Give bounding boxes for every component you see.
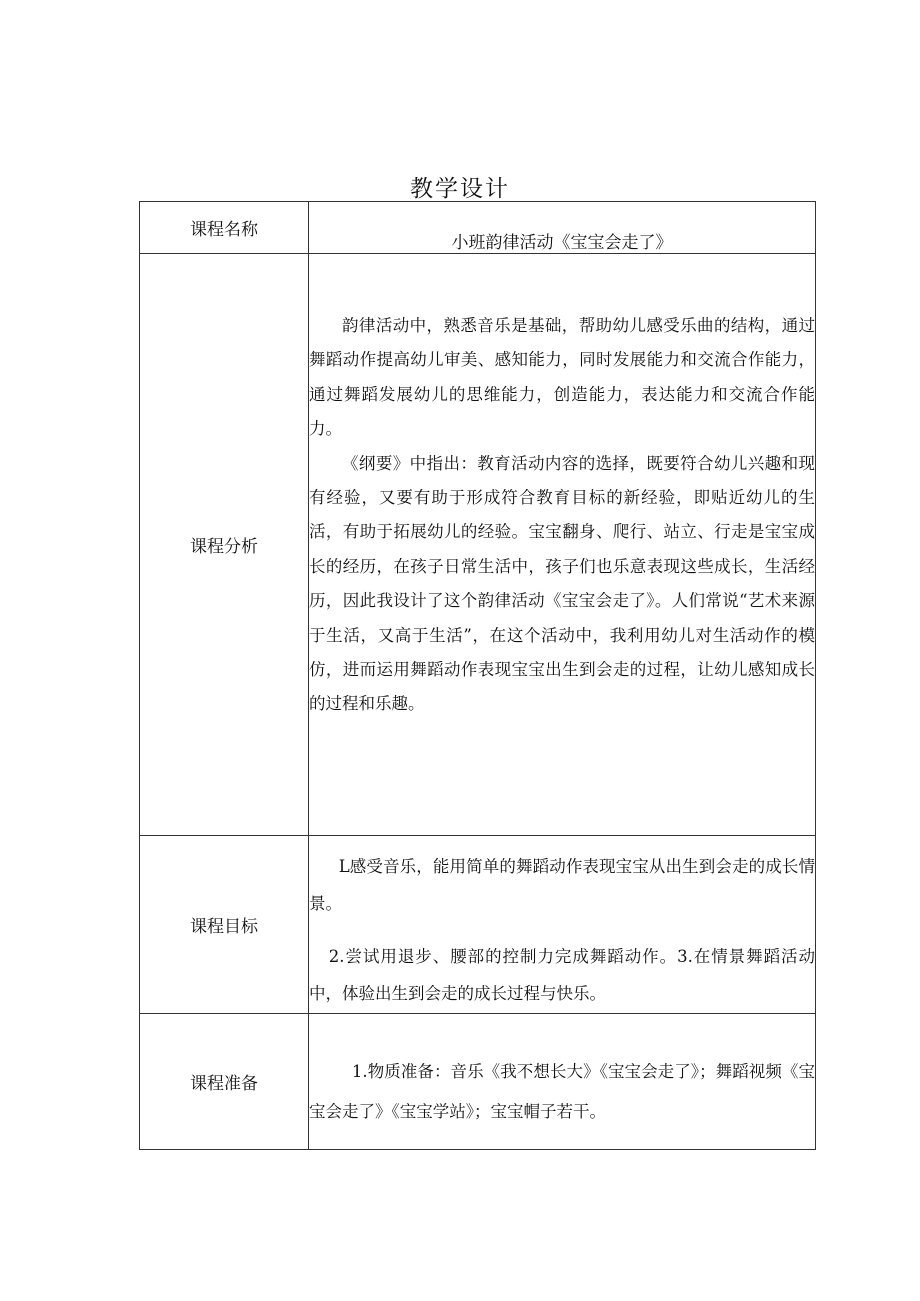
course-preparation-label: 课程准备 <box>140 1014 309 1150</box>
row-course-analysis <box>140 254 816 836</box>
row-course-goals <box>140 836 816 1014</box>
course-preparation-cell <box>309 1014 816 1150</box>
goals-paragraph-2: 2.尝试用退步、腰部的控制力完成舞蹈动作。3.在情景舞蹈活动中，体验出生到会走的成长过程与快乐。 <box>309 947 815 1003</box>
analysis-paragraph-2: 《纲要》中指出：教育活动内容的选择，既要符合幼儿兴趣和现有经验，又要有助于形成符合教育目标的新经验，即贴近幼儿的生活，有助于拓展幼儿的经验。宝宝翻身、爬行、站立、行走是宝宝成长的经历，在孩子日常生活中，孩子们也乐意表现这些成长，生活经历，因此我设计了这个韵律活动《宝宝会走了》。人们常说“艺术来源于生活，又高于生活”，在这个活动中，我利用幼儿对生活动作的模仿，进而运用舞蹈动作表现宝宝出生到会走的过程，让幼儿感知成长的过程和乐趣。 <box>309 453 815 714</box>
course-goals-label: 课程目标 <box>140 836 309 1014</box>
course-name-value: 小班韵律活动《宝宝会走了》 <box>451 233 673 253</box>
course-goals-cell <box>309 836 816 1014</box>
goals-paragraph-1: L感受音乐，能用简单的舞蹈动作表现宝宝从出生到会走的成长情景。 <box>309 857 815 913</box>
document-title: 教学设计 <box>410 176 510 202</box>
analysis-paragraph-1: 韵律活动中，熟悉音乐是基础，帮助幼儿感受乐曲的结构，通过舞蹈动作提高幼儿审美、感知能力，同时发展能力和交流合作能力，通过舞蹈发展幼儿的思维能力，创造能力，表达能力和交流合作能力。 <box>309 316 815 439</box>
preparation-paragraph-1: 1.物质准备：音乐《我不想长大》《宝宝会走了》；舞蹈视频《宝宝会走了》《宝宝学站》；宝宝帽子若干。 <box>309 1062 815 1121</box>
course-name-label: 课程名称 <box>140 202 309 254</box>
row-course-preparation <box>140 1014 816 1150</box>
teaching-design-table <box>139 201 816 1150</box>
course-analysis-cell <box>309 254 816 836</box>
row-course-name <box>140 202 816 254</box>
course-name-cell <box>309 202 816 254</box>
course-analysis-label: 课程分析 <box>140 254 309 836</box>
